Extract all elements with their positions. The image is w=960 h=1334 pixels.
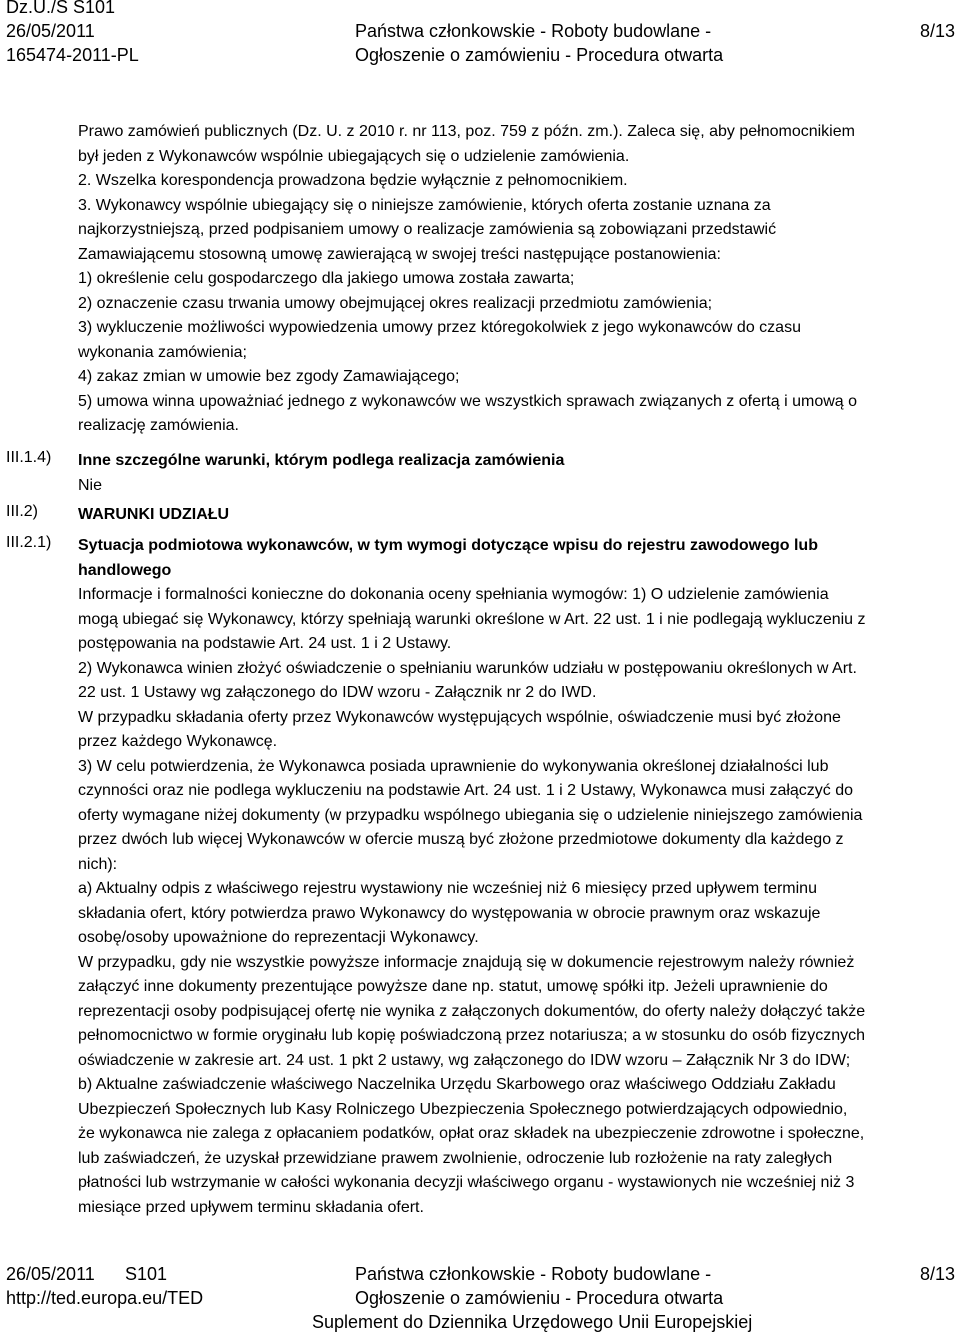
body-line: 3) wykluczenie możliwości wypowiedzenia umowy przez któregokolwiek z jego wykonawców do czasu [78,319,801,336]
body-line: postępowania na podstawie Art. 24 ust. 1 i 2 Ustawy. [78,635,452,652]
body-line: pełnomocnictwo w formie oryginału lub kopię poświadczoną przez notariusza; a w stosunku do osób fizycznych [78,1027,866,1044]
footer-url[interactable]: http://ted.europa.eu/TED [6,1288,204,1308]
body-line: 3. Wykonawcy wspólnie ubiegający się o niniejsze zamówienie, których oferta zostanie uznana za [78,196,771,214]
body-line: Ubezpieczeń Społecznych lub Kasy Rolniczego Ubezpieczenia Społecznego potwierdzających odpowiednio, [78,1100,848,1118]
body-line: reprezentacji osoby podpisującej ofertę nie wynika z załączonych dokumentów, do oferty należy dołączyć także [78,1002,866,1020]
header-title-line2: Ogłoszenie o zamówieniu - Procedura otwarta [355,45,724,65]
section-number-iii-2-1: III.2.1) [6,534,52,551]
footer-series: S101 [125,1264,168,1284]
body-line: W przypadku, gdy nie wszystkie powyższe informacje znajdują się w dokumencie rejestrowym należy również [78,953,855,971]
body-line: 1) określenie celu gospodarczego dla jakiego umowa została zawarta; [78,270,575,287]
footer-title-line2: Ogłoszenie o zamówieniu - Procedura otwarta [355,1288,724,1308]
body-line: czynności oraz nie podlega wykluczeniu na podstawie Art. 24 ust. 1 i 2 Ustawy, Wykonawca musi załączyć do [78,782,854,799]
body-line: a) Aktualny odpis z właściwego rejestru wystawiony nie wcześniej niż 6 miesięcy przed upływem terminu [78,880,817,897]
footer-date: 26/05/2011 [6,1264,95,1284]
body-line: realizację zamówienia. [78,417,239,434]
body-line: składania ofert, który potwierdza prawo Wykonawcy do występowania w obrocie prawnym oraz wskazuje [78,904,821,922]
body-line: mogą ubiegać się Wykonawcy, którzy spełniają warunki określone w Art. 22 ust. 1 i nie podlegają wykluczeniu z [78,610,866,628]
body-line: nich): [78,855,118,873]
body-line: miesiące przed upływem terminu składania ofert. [78,1198,424,1216]
footer-title-line1: Państwa członkowskie - Roboty budowlane - [355,1264,712,1284]
section-title-iii-1-4: Inne szczególne warunki, którym podlega realizacja zamówienia [78,452,565,469]
body-line: przez każdego Wykonawcę. [78,733,278,750]
body-line: oświadczenie w zakresie art. 24 ust. 1 pkt 2 ustawy, wg załączonego do IDW wzoru – Załącznik Nr 3 do IDW; [78,1051,851,1069]
body-line: W przypadku składania oferty przez Wykonawców występujących wspólnie, oświadczenie musi być złożone [78,708,841,726]
body-line: był jeden z Wykonawców wspólnie ubiegających się o udzielenie zamówienia. [78,147,630,165]
section-value-iii-1-4: Nie [78,476,103,494]
section-title-iii-2-1-line1: Sytuacja podmiotowa wykonawców, w tym wymogi dotyczące wpisu do rejestru zawodowego lub [78,537,818,554]
body-line: oferty wymagane niżej dokumenty (w przypadku wspólnego ubiegania się o udzielenie niniejszego zamówienia [78,806,863,824]
body-line: 3) W celu potwierdzenia, że Wykonawca posiada uprawnienie do wykonywania określonej działalności lub [78,757,829,775]
header-title-line1: Państwa członkowskie - Roboty budowlane - [355,21,712,41]
body-line: lub zaświadczeń, że uzyskał przewidziane prawem zwolnienie, odroczenie lub rozłożenie na raty zaległych [78,1149,833,1167]
section-title-iii-2-1-line2: handlowego [78,561,172,579]
body-line: 22 ust. 1 Ustawy wg załączonego do IDW wzoru - Załącznik nr 2 do IWD. [78,684,597,701]
body-line: b) Aktualne zaświadczenie właściwego Naczelnika Urzędu Skarbowego oraz właściwego Oddziału Zakładu [78,1076,836,1093]
header-page-number: 8/13 [919,21,955,41]
body-line: wykonania zamówienia; [78,343,247,361]
body-line: Zamawiającemu stosowną umowę zawierającą w swojej treści następujące postanowienia: [78,245,721,263]
body-line: załączyć inne dokumenty prezentujące powyższe dane np. statut, umowę spółki itp. Jeżeli uprawnienie do [78,978,828,995]
section-number-iii-1-4: III.1.4) [6,449,52,466]
body-line: osobę/osoby upoważnione do reprezentacji Wykonawcy. [78,929,479,946]
page-header [0,0,960,72]
body-line: 4) zakaz zmian w umowie bez zgody Zamawiającego; [78,368,460,385]
section-number-iii-2: III.2) [6,503,39,520]
body-line: że wykonawca nie zalega z opłacaniem podatków, opłat oraz składek na ubezpieczenie zdrowotne i społeczne, [78,1125,865,1142]
body-line: 2) Wykonawca winien złożyć oświadczenie o spełnianiu warunków udziału w postępowaniu określonych w Art. [78,659,857,677]
footer-title-line3: Suplement do Dziennika Urzędowego Unii Europejskiej [312,1312,753,1332]
section-title-iii-2: WARUNKI UDZIAŁU [78,506,230,523]
body-line: 2. Wszelka korespondencja prowadzona będzie wyłącznie z pełnomocnikiem. [78,172,628,189]
header-date: 26/05/2011 [6,21,95,41]
footer-page-number: 8/13 [919,1264,955,1284]
body-line: Prawo zamówień publicznych (Dz. U. z 2010 r. nr 113, poz. 759 z późn. zm.). Zaleca się, aby pełnomocnikiem [78,123,855,140]
body-line: 2) oznaczenie czasu trwania umowy obejmującej okres realizacji przedmiotu zamówienia; [78,294,713,312]
body-line: 5) umowa winna upoważniać jednego z wykonawców we wszystkich sprawach związanych z ofertą i umową o [78,392,858,410]
body-line: płatności lub wstrzymanie w całości wykonania decyzji właściwego organu - wystawionych nie wcześniej niż 3 [78,1174,855,1191]
body-line: najkorzystniejszą, przed podpisaniem umowy o realizacje zamówienia są zobowiązani przedstawić [78,221,777,238]
body-line: Informacje i formalności konieczne do dokonania oceny spełniania wymogów: 1) O udzielenie zamówienia [78,586,829,603]
notice-id: 165474-2011-PL [6,45,139,65]
doc-ref: Dz.U./S S101 [6,0,116,17]
body-line: przez dwóch lub więcej Wykonawców w ofercie muszą być złożone przedmiotowe dokumenty dla każdego z [78,831,844,848]
